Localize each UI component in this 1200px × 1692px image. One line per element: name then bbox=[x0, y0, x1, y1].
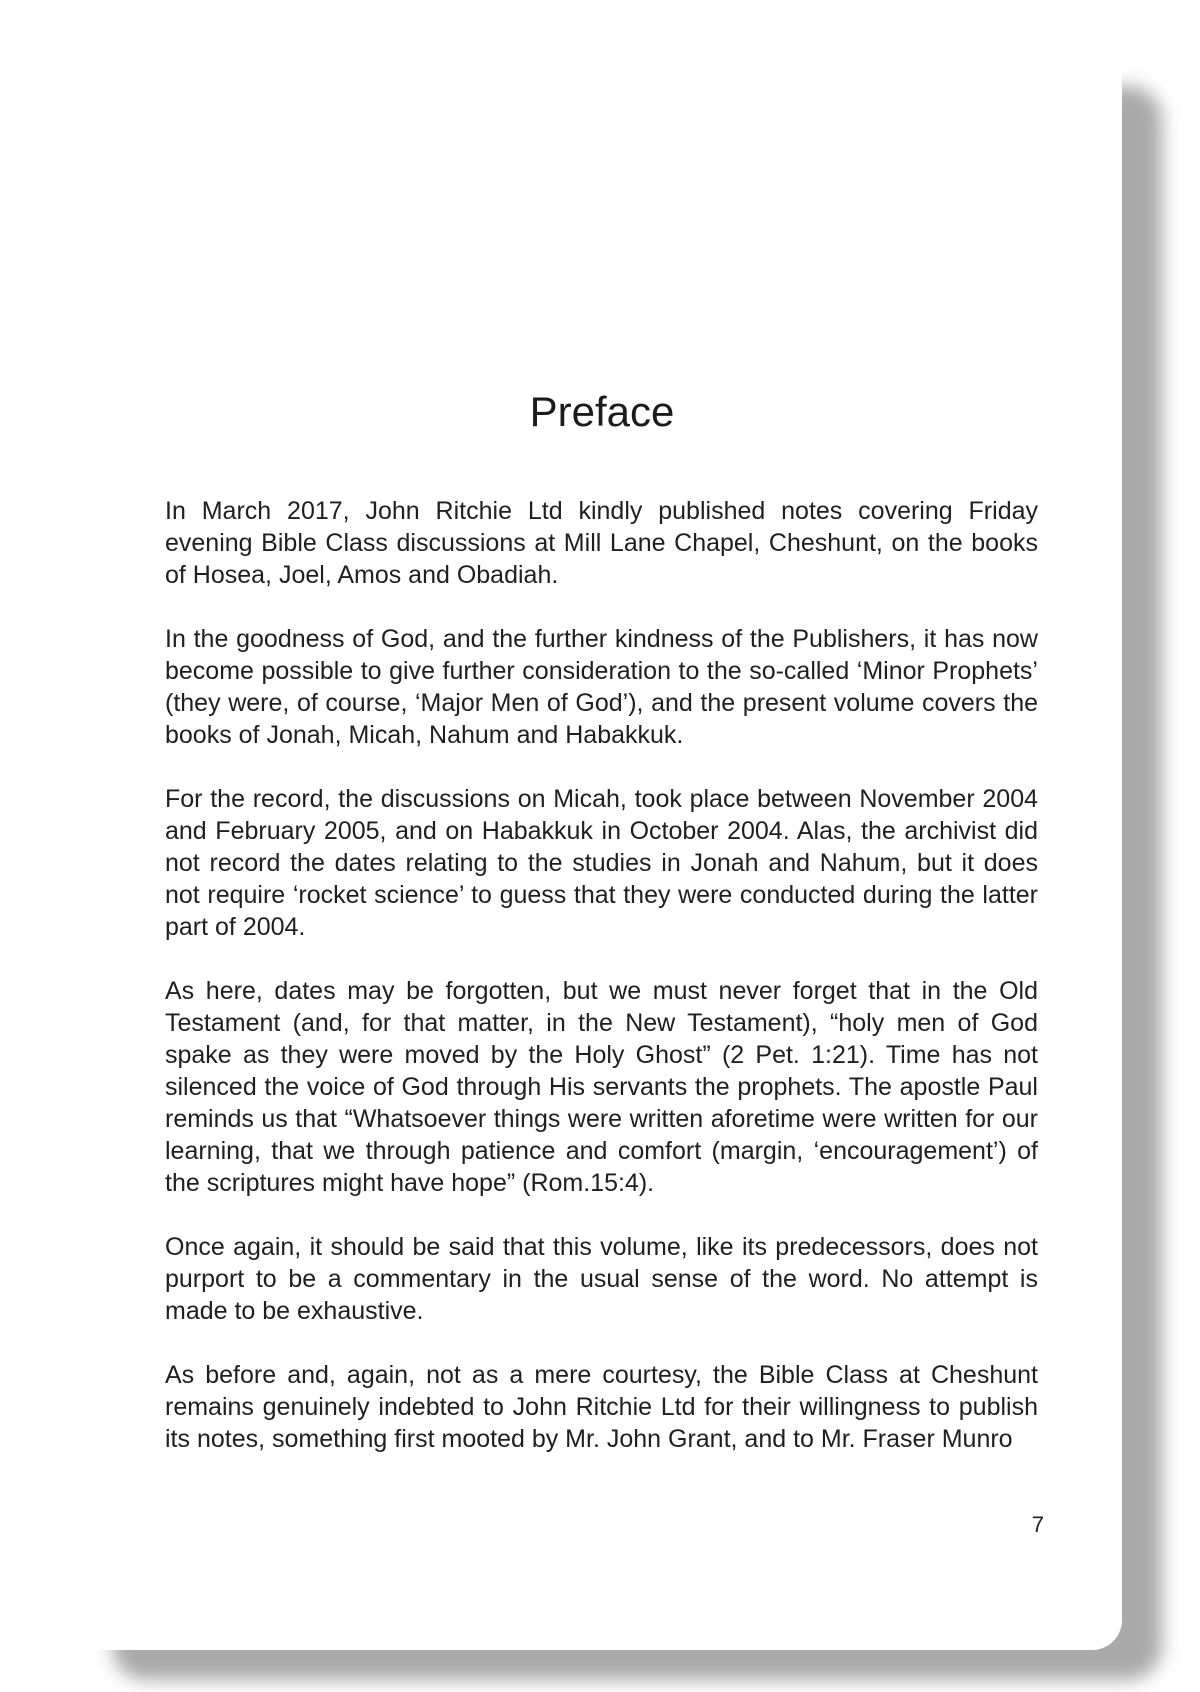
paragraph-6: As before and, again, not as a mere courtesy, the Bible Class at Cheshunt remains genuinely indebted to John Ritchie Ltd for their willingness to publish its notes, something first mooted by Mr. John Grant, and to Mr. Fraser Munro bbox=[165, 1361, 1038, 1453]
paragraph-1: In March 2017, John Ritchie Ltd kindly published notes covering Friday evening Bible Class discussions at Mill Lane Chapel, Cheshunt, on the books of Hosea, Joel, Amos and Obadiah. bbox=[165, 497, 1038, 589]
paragraph-3: For the record, the discussions on Micah, took place between November 2004 and February 2005, and on Habakkuk in October 2004. Alas, the archivist did not record the dates relating to the studies in Jonah and Nahum, but it does not require ‘rocket science’ to guess that they were conducted during the latter part of 2004. bbox=[165, 785, 1038, 941]
page-title: Preface bbox=[529, 388, 675, 435]
paragraph-4: As here, dates may be forgotten, but we must never forget that in the Old Testament (and, for that matter, in the New Testament), “holy men of God spake as they were moved by the Holy Ghost” (2 Pet. 1:21). Time has not silenced the voice of God through His servants the prophets. The apostle Paul reminds us that “Whatsoever things were written aforetime were written for our learning, that we through patience and comfort (margin, ‘encouragement’) of the scriptures might have hope” (Rom.15:4). bbox=[165, 977, 1038, 1197]
page-number: 7 bbox=[1031, 1512, 1044, 1537]
preface-body bbox=[165, 495, 1038, 1487]
paragraph-2: In the goodness of God, and the further kindness of the Publishers, it has now become possible to give further consideration to the so-called ‘Minor Prophets’ (they were, of course, ‘Major Men of God’), and the present volume covers the books of Jonah, Micah, Nahum and Habakkuk. bbox=[165, 625, 1038, 749]
paragraph-5: Once again, it should be said that this volume, like its predecessors, does not purport to be a commentary in the usual sense of the word. No attempt is made to be exhaustive. bbox=[165, 1233, 1038, 1325]
